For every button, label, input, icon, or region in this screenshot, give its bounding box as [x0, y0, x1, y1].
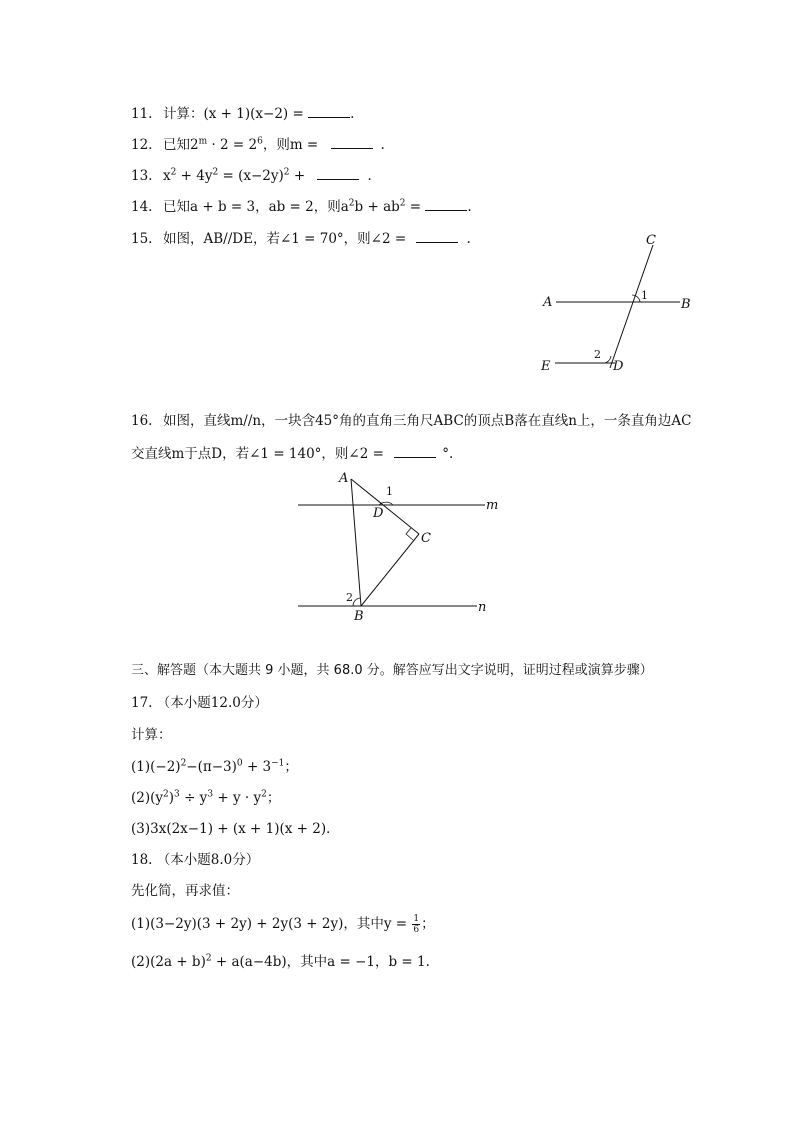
question-17-part-2 — [131, 788, 280, 808]
side-ac — [351, 479, 419, 534]
answer-blank[interactable] — [425, 196, 467, 211]
punctuation: . — [380, 137, 385, 153]
question-18-part-1 — [131, 914, 435, 935]
line-cd — [610, 245, 653, 368]
answer-blank[interactable] — [331, 134, 373, 149]
expression: ) — [168, 790, 175, 806]
question-number: 15. — [131, 231, 153, 247]
question-14 — [131, 196, 472, 217]
expression: −(π−3) — [186, 759, 237, 775]
question-text: b + ab — [354, 199, 400, 215]
label-c: C — [421, 531, 431, 546]
punctuation: . — [350, 106, 355, 122]
question-17-part-3: (3)3x(2x−1) + (x + 1)(x + 2)． — [131, 821, 340, 837]
side-bc — [361, 534, 419, 606]
question-number: 11. — [131, 106, 153, 122]
label-d: D — [613, 359, 624, 374]
question-text: + 4y — [176, 168, 213, 184]
exponent: 2 — [205, 953, 212, 964]
exponent: −1 — [271, 758, 285, 769]
question-17-part-1 — [131, 757, 298, 777]
exponent: 2 — [348, 198, 355, 209]
angle-2-arc — [353, 598, 360, 606]
punctuation: ； — [421, 916, 435, 932]
question-number: 13. — [131, 168, 153, 184]
side-ab — [351, 479, 361, 606]
expression: (2)(y — [131, 790, 164, 806]
exponent: 2 — [180, 758, 187, 769]
angle-2-arc — [602, 356, 611, 363]
fraction-denominator: 6 — [413, 925, 420, 935]
question-text: 交直线m于点D，若∠1 = 140°，则∠2 = — [131, 446, 389, 462]
question-text: + — [289, 168, 310, 184]
question-text: 如图，直线m//n，一块含45°角的直角三角尺ABC的顶点B落在直线n上，一条直角边AC — [163, 413, 692, 429]
question-text: ，则m = — [262, 137, 323, 153]
punctuation: . — [367, 168, 372, 184]
punctuation: . — [467, 199, 472, 215]
answer-blank[interactable] — [317, 165, 359, 180]
answer-blank[interactable] — [394, 443, 436, 458]
exponent: 2 — [399, 198, 406, 209]
question-16-line-2 — [131, 443, 453, 464]
question-text: x — [163, 168, 171, 184]
question-text: · 2 = 2 — [207, 137, 258, 153]
label-m: m — [486, 498, 499, 513]
answer-blank[interactable] — [308, 103, 350, 118]
question-text: = — [405, 199, 426, 215]
question-number: 16. — [131, 413, 153, 429]
exponent: 2 — [283, 167, 290, 178]
exponent: 3 — [207, 789, 214, 800]
question-text: 计算：(x + 1)(x−2) = — [163, 106, 309, 122]
expression: ÷ y — [179, 790, 208, 806]
section-heading: 三、解答题（本大题共 9 小题，共 68.0 分。解答应写出文字说明，证明过程或演算步骤） — [131, 663, 653, 678]
label-b: B — [354, 609, 364, 624]
question-text: 已知a + b = 3，ab = 2，则a — [163, 199, 349, 215]
punctuation: . — [466, 231, 471, 247]
label-a: A — [339, 471, 349, 486]
label-angle-1: 1 — [386, 485, 393, 498]
punctuation: ； — [266, 790, 281, 806]
label-angle-2: 2 — [594, 348, 601, 361]
label-a: A — [543, 295, 553, 310]
question-text: 已知2 — [163, 137, 199, 153]
figure-16-diagram — [290, 465, 510, 625]
label-b: B — [681, 297, 691, 312]
expression: (1)(3−2y)(3 + 2y) + 2y(3 + 2y)，其中y = — [131, 916, 412, 932]
question-number: 12. — [131, 137, 153, 153]
exponent: 2 — [212, 167, 219, 178]
question-18-header: 18. （本小题8.0分） — [131, 852, 260, 868]
question-number: 14. — [131, 199, 153, 215]
punctuation: ； — [284, 759, 298, 775]
question-18-part-2 — [131, 952, 430, 972]
expression: + a(a−4b)，其中a = −1，b = 1. — [211, 954, 430, 970]
question-12 — [131, 134, 385, 155]
question-13 — [131, 165, 372, 186]
question-16-line-1 — [131, 411, 691, 431]
exponent: 2 — [170, 167, 177, 178]
expression: (2)(2a + b) — [131, 954, 206, 970]
exponent: 6 — [257, 136, 263, 147]
expression: + 3 — [242, 759, 272, 775]
question-15 — [131, 228, 471, 249]
fraction — [412, 914, 420, 935]
right-angle-mark — [406, 528, 413, 540]
label-n: n — [478, 600, 487, 615]
label-angle-2: 2 — [346, 591, 353, 604]
expression: + y · y — [213, 790, 262, 806]
label-angle-1: 1 — [641, 289, 648, 302]
exponent: 3 — [174, 789, 180, 800]
question-11 — [131, 103, 354, 124]
question-17-intro: 计算： — [131, 727, 172, 743]
fraction-numerator: 1 — [413, 914, 420, 924]
exponent: 0 — [236, 758, 243, 769]
label-d: D — [373, 506, 384, 521]
question-text: 如图，AB//DE，若∠1 = 70°，则∠2 = — [163, 231, 411, 247]
expression: (1)(−2) — [131, 759, 181, 775]
exponent: m — [198, 136, 208, 147]
figure-15-diagram — [530, 225, 710, 380]
label-c: C — [646, 233, 656, 248]
question-17-header: 17. （本小题12.0分） — [131, 695, 268, 711]
exponent: 2 — [163, 789, 169, 800]
answer-blank[interactable] — [416, 228, 458, 243]
question-18-intro: 先化简，再求值： — [131, 883, 239, 899]
question-text: = (x−2y) — [218, 168, 284, 184]
label-e: E — [541, 359, 551, 374]
exponent: 2 — [261, 789, 267, 800]
punctuation: °. — [442, 446, 454, 462]
